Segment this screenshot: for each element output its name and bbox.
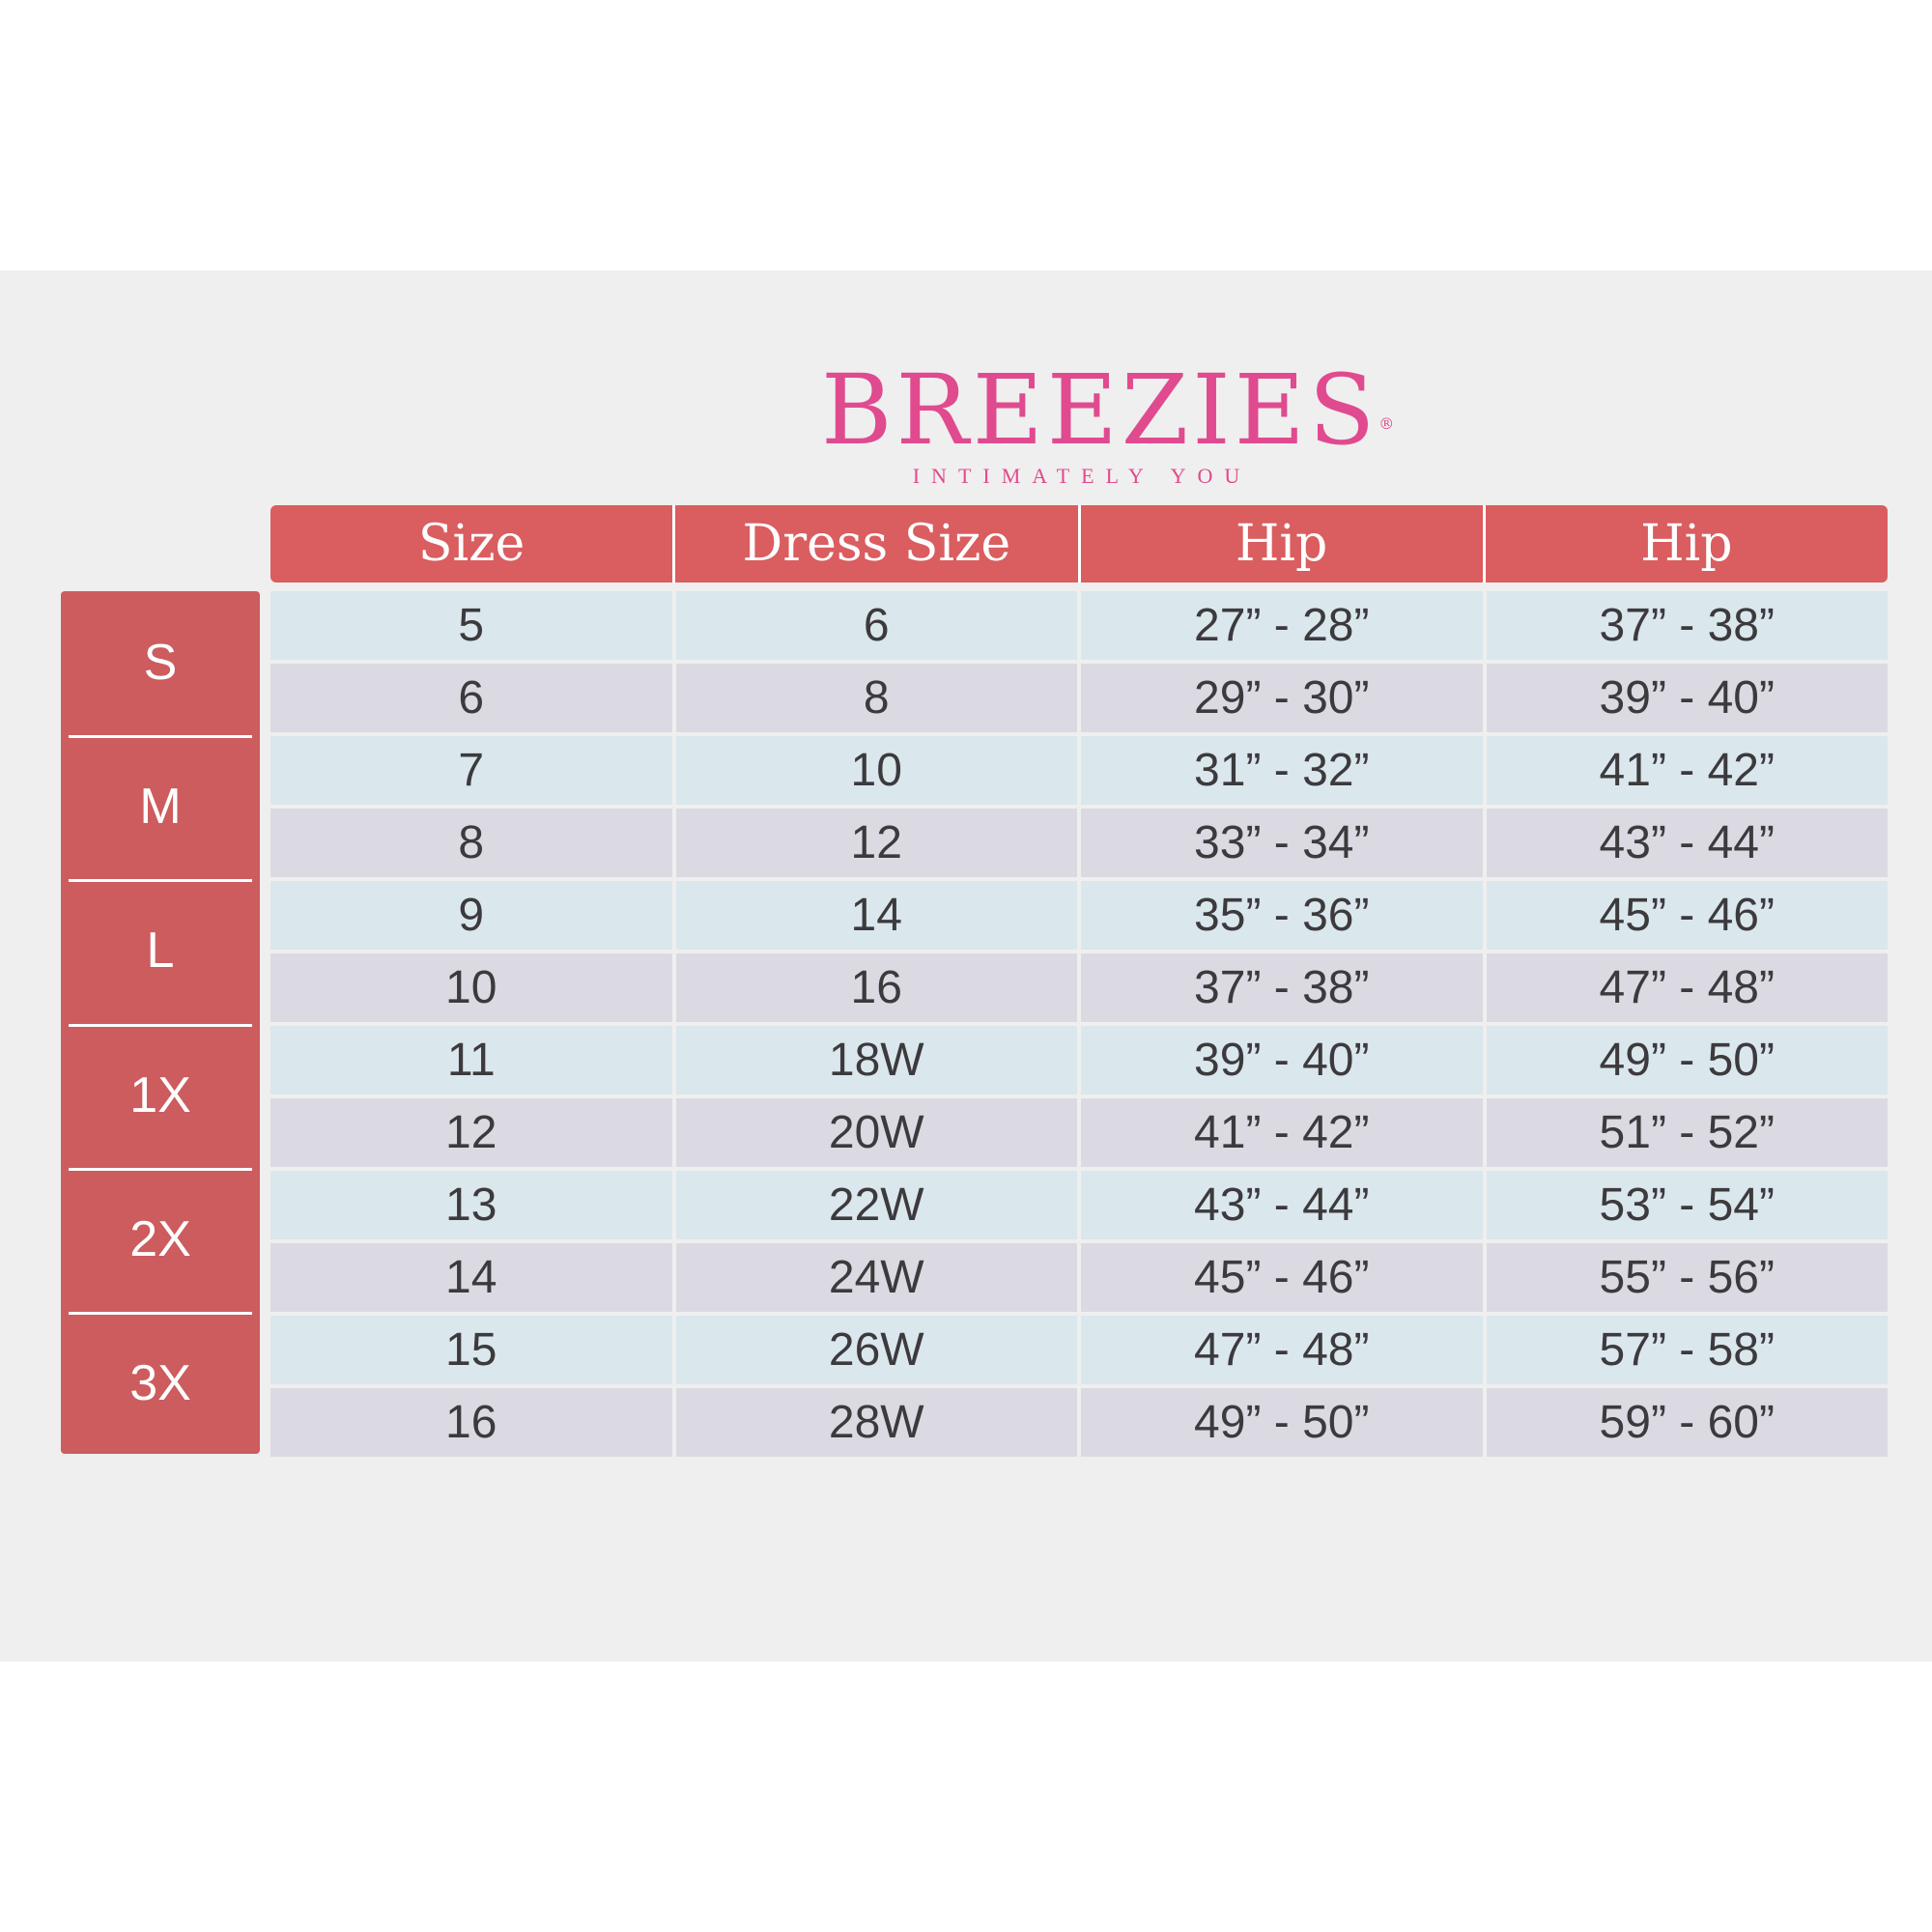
dress-size-cell: 22W bbox=[676, 1171, 1078, 1239]
size-cell: 14 bbox=[270, 1243, 672, 1312]
hip-cell-1: 33” - 34” bbox=[1081, 809, 1483, 877]
size-cell: 7 bbox=[270, 736, 672, 805]
hip-cell-2: 41” - 42” bbox=[1487, 736, 1889, 805]
header-size: Size bbox=[270, 505, 675, 582]
hip-cell-1: 31” - 32” bbox=[1081, 736, 1483, 805]
dress-size-cell: 12 bbox=[676, 809, 1078, 877]
hip-cell-1: 39” - 40” bbox=[1081, 1026, 1483, 1094]
hip-cell-2: 43” - 44” bbox=[1487, 809, 1889, 877]
table-row bbox=[270, 664, 1888, 732]
hip-cell-2: 37” - 38” bbox=[1487, 591, 1889, 660]
table-header bbox=[270, 505, 1888, 582]
size-group-s: S bbox=[143, 635, 178, 691]
hip-cell-1: 45” - 46” bbox=[1081, 1243, 1483, 1312]
size-group-2x: 2X bbox=[61, 1168, 260, 1312]
header-dress-size: Dress Size bbox=[675, 505, 1080, 582]
size-cell: 5 bbox=[270, 591, 672, 660]
dress-size-cell: 16 bbox=[676, 953, 1078, 1022]
table-row bbox=[270, 809, 1888, 877]
hip-cell-1: 37” - 38” bbox=[1081, 953, 1483, 1022]
hip-cell-2: 51” - 52” bbox=[1487, 1098, 1889, 1167]
size-cell: 8 bbox=[270, 809, 672, 877]
header-hip-2: Hip bbox=[1640, 515, 1733, 573]
size-cell: 9 bbox=[270, 881, 672, 950]
hip-cell-1: 29” - 30” bbox=[1081, 664, 1483, 732]
table-row bbox=[270, 1243, 1888, 1312]
size-cell: 6 bbox=[270, 664, 672, 732]
registered-mark: ® bbox=[1378, 414, 1395, 433]
dress-size-cell: 10 bbox=[676, 736, 1078, 805]
dress-size-cell: 24W bbox=[676, 1243, 1078, 1312]
hip-cell-1: 43” - 44” bbox=[1081, 1171, 1483, 1239]
hip-cell-2: 47” - 48” bbox=[1487, 953, 1889, 1022]
size-cell: 15 bbox=[270, 1316, 672, 1384]
header-hip-1: Hip bbox=[1081, 505, 1486, 582]
dress-size-cell: 8 bbox=[676, 664, 1078, 732]
dress-size-cell: 18W bbox=[676, 1026, 1078, 1094]
table-row bbox=[270, 736, 1888, 805]
size-group-m: M bbox=[61, 735, 260, 879]
table-body bbox=[270, 591, 1888, 1461]
size-cell: 11 bbox=[270, 1026, 672, 1094]
dress-size-cell: 26W bbox=[676, 1316, 1078, 1384]
dress-size-cell: 6 bbox=[676, 591, 1078, 660]
brand-tagline: INTIMATELY YOU bbox=[912, 464, 1252, 488]
table-row bbox=[270, 1316, 1888, 1384]
table-row bbox=[270, 1026, 1888, 1094]
size-group-1x: 1X bbox=[61, 1024, 260, 1168]
size-group-sidebar bbox=[61, 591, 260, 1454]
dress-size-cell: 28W bbox=[676, 1388, 1078, 1457]
size-cell: 13 bbox=[270, 1171, 672, 1239]
hip-cell-1: 35” - 36” bbox=[1081, 881, 1483, 950]
size-cell: 10 bbox=[270, 953, 672, 1022]
table-row bbox=[270, 1388, 1888, 1457]
table-row bbox=[270, 1171, 1888, 1239]
table-row bbox=[270, 953, 1888, 1022]
hip-cell-2: 39” - 40” bbox=[1487, 664, 1889, 732]
brand-name bbox=[821, 354, 1395, 467]
hip-cell-2: 53” - 54” bbox=[1487, 1171, 1889, 1239]
dress-size-cell: 20W bbox=[676, 1098, 1078, 1167]
hip-cell-1: 27” - 28” bbox=[1081, 591, 1483, 660]
hip-cell-1: 47” - 48” bbox=[1081, 1316, 1483, 1384]
table-row bbox=[270, 1098, 1888, 1167]
table-row bbox=[270, 591, 1888, 660]
hip-cell-2: 49” - 50” bbox=[1487, 1026, 1889, 1094]
size-cell: 12 bbox=[270, 1098, 672, 1167]
hip-cell-2: 45” - 46” bbox=[1487, 881, 1889, 950]
table-row bbox=[270, 881, 1888, 950]
dress-size-cell: 14 bbox=[676, 881, 1078, 950]
hip-cell-2: 59” - 60” bbox=[1487, 1388, 1889, 1457]
hip-cell-1: 49” - 50” bbox=[1081, 1388, 1483, 1457]
hip-cell-2: 57” - 58” bbox=[1487, 1316, 1889, 1384]
size-cell: 16 bbox=[270, 1388, 672, 1457]
brand-name-text: BREEZIES bbox=[821, 354, 1379, 467]
size-group-l: L bbox=[61, 879, 260, 1023]
hip-cell-2: 55” - 56” bbox=[1487, 1243, 1889, 1312]
hip-cell-1: 41” - 42” bbox=[1081, 1098, 1483, 1167]
size-group-3x: 3X bbox=[61, 1312, 260, 1456]
brand-logo bbox=[821, 354, 1395, 489]
